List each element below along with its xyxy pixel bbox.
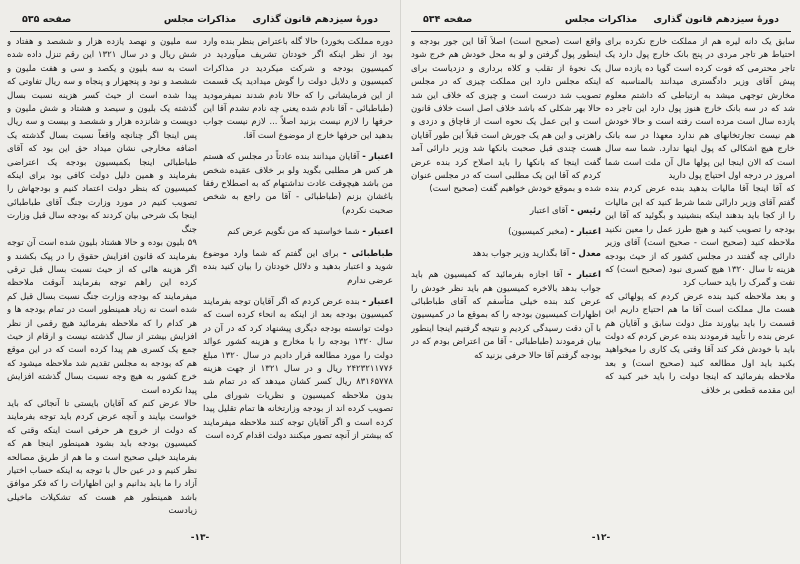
- paragraph-text: و بعد ملاحظه کنید بنده عرض کردم که پولهائی که هست مال مملکت است آقا ما هم احتیاج داریم این قسمت را باید بیاورند مثل دولت سابق و آقایان هم عرض بنده را تأیید فرمودند بنده عرض کردم که دولت باید با خودش فکر کند آقا وقتی یک کاری را میخواهید بکنید باید اول مطالعه کنید (صحیح است) و بعد ملاحظه بفرمائید که اینجا دولت را باید خبر کنید که این مقدمه قطعی بر خلاف: [605, 291, 795, 396]
- page-footer-number: -۱۳-: [190, 533, 210, 543]
- header-rule: [411, 31, 791, 32]
- page-number-label: صفحه ۵۳۴: [423, 14, 473, 25]
- paragraph: [203, 36, 393, 143]
- paragraph-text: آقا بگذارید وزیر جواب بدهد: [472, 248, 570, 259]
- paragraph-text: سابق یک دانه لیره هم از مملکت خارج نکرده برای احتیاط هر تاجر مردی در پنج بانک خارج پول دارد یک تاجر محترمی که فوت کرده است گویا ده یازده سال پیش آقای وزیر دادگستری میدانند بالمناسبه که مخارش توجهی میشد به ارتباطی که داشتم معلوم شد که در سه بانک خارج هنوز پول دارد این تاجر ده یازده سال است مرده است رفته است و حالا خودش هم نیست تجارتخانهای هم ندارد معهذا در سه بانک خارج هیچ اشکالی که پول اینها ندارد. شما سه سال است که الان اینجا این پولها مال آن ملت است شما امروز در درجه اول احتیاج پول دارید: [605, 37, 795, 182]
- paragraph: [203, 248, 393, 288]
- paragraph-text: آقایان میدانند بنده عادتاً در مجلس که هستم هر کس هر مطلبی بگوید ولو بر خلاف عقیده شخص من باشد هیچوقت عادت نداشتهام که به اصطلاح رفقا باغشان بزنم (طباطبائی - آقا من راجع به شخص صحبت نکردم): [203, 152, 393, 216]
- page-header: [409, 12, 793, 30]
- paragraph-text: حالا عرض کنم که آقایان بایستی تا آنجائی که باید خواست بپایند و آنچه عرض کردم باید توجه بفرمایند که دولت از خروج هر حرفی است اینکه وقتی که کمیسیون بودجه باید بشود همینطور اینجا هم که بفرمایند خیلی صحیح است و ما هم از طریق مصالحه نظر کنیم و در عین حال با توجه به اینکه حساب اختیار آزاد را ما باید بدانیم و این اظهارات را که فکر موافق باشد همینطور هم هست که تشکیلات ماخیلی زیادست: [7, 398, 197, 517]
- text-column: [203, 36, 393, 520]
- page-footer-number: -۱۲-: [591, 533, 611, 543]
- paragraph: [411, 36, 601, 197]
- text-column: [411, 36, 601, 520]
- paragraph-text: بنده عرض کردم که اگر آقایان توجه بفرمایند کمیسیون بودجه بعد از اینکه به انحاء کرده است که دولت توانسته بودجه دیگری پیشنهاد کرد که در آن در سال ۱۳۲۰ بودجه را با مخارج و هزینه کشور عوائد دولت را مورد مطالعه قرار دادیم در سال ۱۳۲۰ مبلغ ۲۴۲۳۲۱۱۷۷۶ ریال و در سال ۱۳۲۱ از جهت هزینه ۸۳۱۶۵۷۷۸ ریال کسر کشان میدهد که در تمام شد بدون ملاحظه کمیسیون و نظریات شورای ملی تصویب کرده اند از بودجه وزارتخانه ها تمام تقلیل پیدا کرده است و اگر آقایان توجه کنند ملاحظه میفرمایند که بیشتر از آنچه تصور میکنند دولت اقدام کرده است: [203, 296, 393, 441]
- session-title: دورهٔ سیزدهم قانون گذاری: [252, 14, 378, 25]
- text-column: [605, 36, 795, 520]
- speaker-name: اعتبار -: [567, 270, 601, 281]
- paragraph: [203, 226, 393, 239]
- page-header: [8, 12, 392, 30]
- paragraph-text: واقع است (صحیح است) اصلاً آقا این جور بودجه و اینطور پول گرفتن و لو به محل خودش هم خرج شود یک نحوهٔ از تقلب و کلاه برداری و دزدیاست برای اینکه مجلس دارد این مملکت چیزی که در مجلس تصویب شد درست است و چیزی که خلاف این شد حالا بهر شکلی که باشد خلاف اصل است خلاف قانون است و این عمل یک نحوه است از قاچاق و دزدی و راهزنی و این هم یک جورش است قبلاً این طور آقایان هست چندی قبل صحبت بانکها شد وزیر دارائی آمد گفت اینجا که بانکها را باید اصلاح کرد بنده عرض کردم که آقا این یک مطلبی است که در مجلس عنوان شده و بموقع خودش خواهیم گفت (صحیح است): [411, 37, 601, 195]
- paragraph-text: آقا اجازه بفرمائید که کمیسیون هم باید جواب بدهد بالاخره کمیسیون هم باید نظر خودش را عرض کند بنده خیلی متأسفم که آقای طباطبائی اظهارات کمیسیون بودجه را که بموقع ما در کمیسیون با آن دقت رسیدگی کردیم و نتیجه گرفتیم اینجا اینطور بیان فرمودند (طباطبائی - آقا من اعتراض بودم که در بودجه گرفتم آقا حالا حرفی بزنید که: [411, 270, 601, 361]
- paragraph: [605, 36, 795, 183]
- paragraph-text: آقای اعتبار: [529, 205, 568, 216]
- paragraph-text: (مخبر کمیسیون): [508, 227, 568, 238]
- paragraph: [411, 248, 601, 261]
- speaker-name: اعتبار -: [362, 227, 393, 238]
- header-rule: [10, 31, 390, 32]
- speaker-name: طباطبائی -: [343, 248, 393, 259]
- running-head: مذاکرات مجلس: [564, 14, 638, 25]
- paragraph-text: دوره مملکت بخورد) حالا گله باعتراض بنظر بنده وارد بود از نظر اینکه اگر خودتان تشریف میآوردید در کمیسیون بودجه و شرکت میکردید در مذاکرات کمیسیون و دلایل دولت را گوش میدادید یک قسمت از این فرمایشاتی را که حالا نادم شدند نمیفرمودید (طباطبائی - آقا نادم شده یعنی چه نادم نشدم آقا این حرفها را لازم نیست بزنید اصلاً ... لازم نیست جواب بدهید این حرفها خارج از موضوع است آقا.: [203, 37, 393, 141]
- speaker-name: اعتبار -: [362, 296, 393, 307]
- paragraph: [605, 183, 795, 290]
- page-number-label: صفحه ۵۳۵: [22, 14, 72, 25]
- paragraph: [411, 269, 601, 363]
- paragraph-text: سه ملیون و نهصد یازده هزار و ششصد و هفتاد و شش ریال و در سال ۱۳۲۱ این رقم تنزل داده شده است به سه بلیون و یکصد و سی و هفت ملیون و ششصد و نود و پنجهزار و پنجاه و سه ریال تفاوتی که پیدا شده است از حیث کسر هزینه نسبت بسال گذشته یک بلیون و سیصد و هشتاد و شش ملیون و دویست و شانزده هزار و ششصد و بیست و سه ریال پس اینجا اگر چنانچه واقعاً نسبت بسال گذشته یک اضافه مخارجی نشان میداد حق این بود که آقای طباطبائی اینجا بکمیسیون بودجه یک اعتراضی بفرمایند و همین دلیل دولت کافی بود برای اینکه کمیسیون که بنظر دولت اعتماد کنیم و بودجهاش را تصویب کنیم در مورد وزارت جنگ آقای طباطبائی اینجا بک شرحی بیان کردند که بودجه سال قبل وزارت جنگ: [7, 37, 197, 235]
- right-page: [400, 0, 800, 564]
- paragraph: [7, 237, 197, 398]
- paragraph: [7, 36, 197, 237]
- speaker-name: اعتبار -: [570, 227, 601, 238]
- text-column: [7, 36, 197, 520]
- paragraph: [605, 291, 795, 398]
- running-head: مذاکرات مجلس: [163, 14, 237, 25]
- paragraph: [411, 205, 601, 218]
- speaker-name: معدل -: [571, 248, 601, 259]
- session-title: دورهٔ سیزدهم قانون گذاری: [653, 14, 779, 25]
- paragraph-text: شما خواستید که من نگویم عرض کنم: [227, 227, 360, 238]
- paragraph-text: برای این گفتم که شما وارد موضوع شوید و اعتبار بدهید و دلائل خودتان را بیان کنید بنده عرضی ندارم: [203, 248, 393, 286]
- speaker-name: اعتبار -: [362, 152, 393, 163]
- paragraph: [411, 226, 601, 239]
- paragraph: [203, 296, 393, 443]
- paragraph: [203, 151, 393, 218]
- paragraph-text: ۵۹ بلیون بوده و حالا هشتاد بلیون شده است آن توجه بفرمایند که قانون افزایش حقوق را در پیک بکشند و اگر هزینه هائی که از حیث نسبت بسال قبل ترقی کرده این راهم توجه بفرمایند آنوقت ملاحظه میفرمایند که بودجه وزارت جنگ نسبت بسال قبل کم شده است نه زیاد همینطور است در تمام بودجه ها و هر کدام را که ملاحظه بفرمائید هیچ رقمی از نظر افزایش بیشتر از سال گذشته نیست و ارقام از حیث جمع یک کسری هم پیدا کرده است که در این موقع هم که بودجه به مجلس تقدیم شد ملاحظه میشود که خرج کشور به هیچ وجه نسبت بسال گذشته افزایش پیدا نکرده است: [7, 238, 197, 396]
- paragraph: [7, 398, 197, 519]
- speaker-name: رئیس -: [570, 205, 601, 216]
- paragraph-text: که آقا اینجا آقا مالیات بدهید بنده عرض کردم بنده گفتم آقای وزیر دارائی شما شرط کنید که این مالیات را از کجا باید بدهند اینکه بنشینید و بگوئید که آقا این بودجه را تصویب کنید و هیچ طرز عمل را معین نکنید ملاحظه کنید (صحیح است - صحیح است) آقای وزیر دارائی چه گفتند در مجلس کشور که از حیث بودجه هزینه تا سال ۱۳۲۰ هیچ کسری نبود (صحیح است) که نفت و گمرک را باید حساب کرد: [605, 184, 795, 289]
